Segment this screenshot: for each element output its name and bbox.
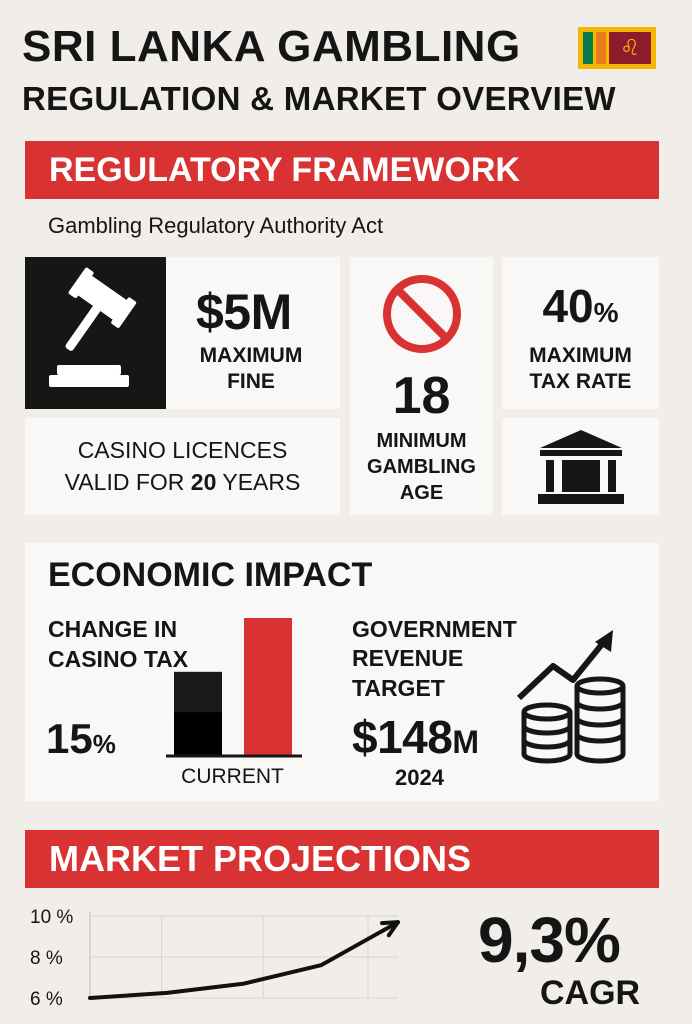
change-number: 15 xyxy=(46,715,93,762)
fine-label-line1: MAXIMUM xyxy=(199,344,303,367)
revenue-label xyxy=(352,615,517,703)
cagr-value: 9,3% xyxy=(478,904,620,976)
revenue-number: $148 xyxy=(352,711,453,763)
line-series xyxy=(90,922,398,998)
revenue-unit: M xyxy=(452,724,479,760)
prohibited-icon xyxy=(381,273,463,355)
licence-years: 20 xyxy=(190,469,217,496)
licence-label xyxy=(25,434,340,498)
fine-label-line2: FINE xyxy=(227,370,275,394)
fine-value: $5M xyxy=(196,284,292,340)
market-line-chart xyxy=(28,902,413,1014)
tax-value xyxy=(502,279,659,333)
bar-0-lower xyxy=(174,712,222,756)
revenue-label-line1: GOVERNMENT xyxy=(352,616,517,642)
y-tick-1: 8 % xyxy=(30,948,63,969)
age-label-line3: AGE xyxy=(399,482,444,504)
revenue-label-line2: REVENUE xyxy=(352,645,464,672)
y-tick-2: 6 % xyxy=(30,989,63,1010)
bar-1 xyxy=(244,618,292,756)
tax-label-line1: MAXIMUM xyxy=(529,344,632,367)
tax-bar-chart xyxy=(160,612,310,762)
coins-growth-icon xyxy=(515,628,630,768)
economic-title: ECONOMIC IMPACT xyxy=(48,556,373,594)
gavel-icon xyxy=(25,257,166,409)
age-value: 18 xyxy=(392,367,451,425)
tax-label xyxy=(502,343,659,396)
tax-unit: % xyxy=(593,297,619,328)
age-label-line2: GAMBLING xyxy=(367,456,476,478)
age-label xyxy=(350,428,493,506)
page-title: SRI LANKA GAMBLING xyxy=(22,22,521,71)
cagr-label: CAGR xyxy=(540,974,641,1012)
bank-icon xyxy=(536,428,626,506)
regulatory-banner: REGULATORY FRAMEWORK xyxy=(25,141,659,199)
tax-number: 40 xyxy=(542,280,594,332)
regulatory-act-label: Gambling Regulatory Authority Act xyxy=(48,213,384,238)
change-unit: % xyxy=(92,729,116,759)
age-label-line1: MINIMUM xyxy=(376,430,467,452)
revenue-year: 2024 xyxy=(395,765,444,790)
page-subtitle: REGULATION & MARKET OVERVIEW xyxy=(22,80,616,117)
bar-label: CURRENT xyxy=(181,765,284,788)
y-tick-0: 10 % xyxy=(30,907,74,928)
revenue-value xyxy=(352,710,479,764)
sri-lanka-flag-icon: ♌ xyxy=(578,27,656,69)
gavel-panel xyxy=(25,257,166,409)
change-label-line2: CASINO TAX xyxy=(48,645,189,672)
change-label-line1: CHANGE IN xyxy=(48,616,178,642)
market-banner: MARKET PROJECTIONS xyxy=(25,830,659,888)
licence-line2: VALID FOR 20 YEARS xyxy=(64,469,301,496)
revenue-label-line3: TARGET xyxy=(352,674,445,701)
change-value xyxy=(46,715,116,763)
tax-label-line2: TAX RATE xyxy=(529,370,632,394)
licence-line1: CASINO LICENCES xyxy=(77,437,288,463)
fine-label xyxy=(176,343,326,396)
